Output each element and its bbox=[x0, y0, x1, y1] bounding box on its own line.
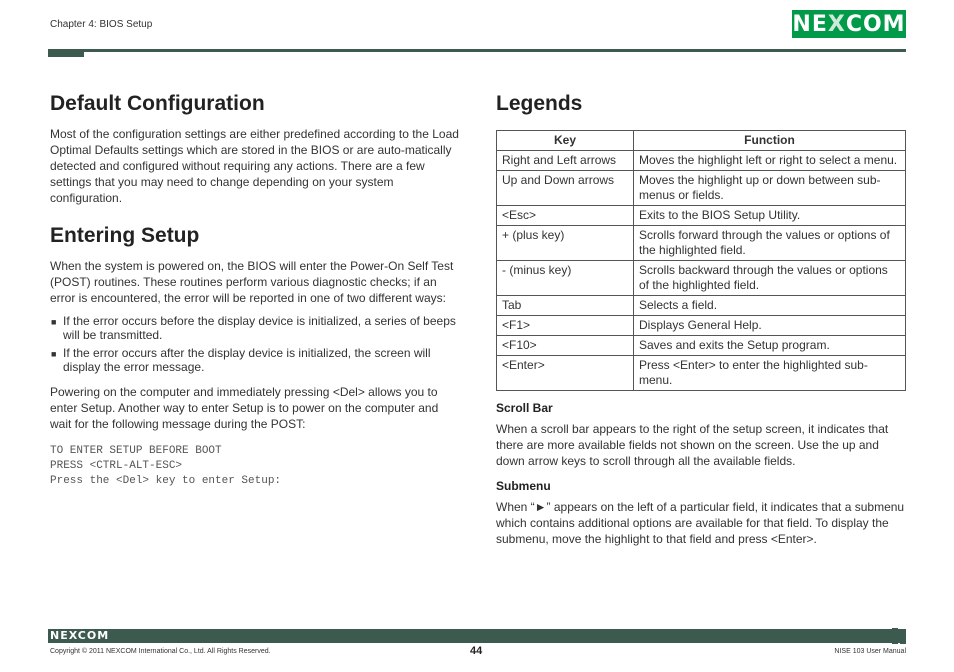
table-row bbox=[497, 206, 906, 226]
manual-name: NISE 103 User Manual bbox=[834, 648, 906, 655]
key-cell: Right and Left arrows bbox=[497, 151, 634, 171]
bullet-text: If the error occurs after the display device is initialized, the screen will display the error message. bbox=[63, 346, 431, 374]
key-cell: <Enter> bbox=[497, 356, 634, 391]
header-key: Key bbox=[497, 131, 634, 151]
table-header-row bbox=[497, 131, 906, 151]
square-bullet-icon: ■ bbox=[51, 349, 57, 359]
key-cell: + (plus key) bbox=[497, 226, 634, 261]
nexcom-logo bbox=[792, 10, 906, 38]
function-cell: Moves the highlight left or right to select a menu. bbox=[634, 151, 906, 171]
bullet-text: If the error occurs before the display device is initialized, a series of beeps will be transmitted. bbox=[63, 314, 456, 342]
post-message-code bbox=[50, 444, 460, 489]
header-rule-block bbox=[48, 49, 84, 57]
chapter-label: Chapter 4: BIOS Setup bbox=[50, 19, 153, 30]
table-row bbox=[497, 171, 906, 206]
function-cell: Selects a field. bbox=[634, 296, 906, 316]
logo-left: NE bbox=[792, 11, 828, 37]
function-cell: Saves and exits the Setup program. bbox=[634, 336, 906, 356]
legends-table bbox=[496, 130, 906, 391]
function-cell: Displays General Help. bbox=[634, 316, 906, 336]
scroll-bar-paragraph: When a scroll bar appears to the right of the setup screen, it indicates that there are more available fields not shown on the screen. Use the up and down arrow keys to scroll through all the available fields. bbox=[496, 422, 889, 468]
table-row bbox=[497, 151, 906, 171]
entering-setup-paragraph-2: Powering on the computer and immediately pressing <Del> allows you to enter Setup. Another way to enter Setup is to power on the computer and wait for the following message during the POST: bbox=[50, 385, 439, 431]
scroll-bar-title: Scroll Bar bbox=[496, 401, 553, 415]
default-config-paragraph: Most of the configuration settings are either predefined according to the Load Optimal Defaults settings which are stored in the BIOS or are auto-matically detected and configured without requiring any actions. There are a few settings that you may need to change depending on your system configuration. bbox=[50, 127, 459, 205]
footer-logo: NEXCOM bbox=[50, 629, 110, 642]
function-cell: Scrolls forward through the values or options of the highlighted field. bbox=[634, 226, 906, 261]
default-config-title: Default Configuration bbox=[50, 92, 265, 115]
table-row bbox=[497, 336, 906, 356]
key-cell: <Esc> bbox=[497, 206, 634, 226]
entering-setup-paragraph-1: When the system is powered on, the BIOS will enter the Power-On Self Test (POST) routines. These routines perform various diagnostic checks; if an error is encountered, the error will be reported in one of two different ways: bbox=[50, 259, 454, 305]
legends-title: Legends bbox=[496, 92, 583, 115]
table-row bbox=[497, 261, 906, 296]
function-cell: Moves the highlight up or down between sub-menus or fields. bbox=[634, 171, 906, 206]
list-item bbox=[50, 346, 460, 374]
table-row bbox=[497, 296, 906, 316]
key-cell: <F10> bbox=[497, 336, 634, 356]
square-bullet-icon: ■ bbox=[51, 317, 57, 327]
footer-bar bbox=[48, 629, 906, 643]
function-cell: Scrolls backward through the values or options of the highlighted field. bbox=[634, 261, 906, 296]
left-column bbox=[50, 92, 460, 489]
table-row bbox=[497, 226, 906, 261]
copyright-text: Copyright © 2011 NEXCOM International Co., Ltd. All Rights Reserved. bbox=[50, 648, 271, 655]
function-cell: Press <Enter> to enter the highlighted sub-menu. bbox=[634, 356, 906, 391]
list-item bbox=[50, 314, 460, 342]
code-line: PRESS <CTRL-ALT-ESC> bbox=[50, 460, 183, 472]
right-column bbox=[496, 92, 906, 555]
header-function: Function bbox=[634, 131, 906, 151]
header-rule bbox=[48, 49, 906, 52]
entering-setup-title: Entering Setup bbox=[50, 224, 200, 247]
key-cell: - (minus key) bbox=[497, 261, 634, 296]
table-row bbox=[497, 316, 906, 336]
code-line: TO ENTER SETUP BEFORE BOOT bbox=[50, 445, 222, 457]
submenu-paragraph: When “►” appears on the left of a particular field, it indicates that a submenu which contains additional options are available for that field. To display the submenu, move the highlight to that field and press <Enter>. bbox=[496, 500, 905, 546]
key-cell: Tab bbox=[497, 296, 634, 316]
footer-squares-icon bbox=[892, 628, 906, 644]
key-cell: Up and Down arrows bbox=[497, 171, 634, 206]
table-row bbox=[497, 356, 906, 391]
code-line: Press the <Del> key to enter Setup: bbox=[50, 475, 282, 487]
logo-x: X bbox=[827, 11, 846, 37]
logo-right: COM bbox=[845, 11, 906, 37]
error-bullet-list bbox=[50, 314, 460, 374]
key-cell: <F1> bbox=[497, 316, 634, 336]
page-number: 44 bbox=[470, 645, 483, 657]
submenu-title: Submenu bbox=[496, 479, 551, 493]
function-cell: Exits to the BIOS Setup Utility. bbox=[634, 206, 906, 226]
